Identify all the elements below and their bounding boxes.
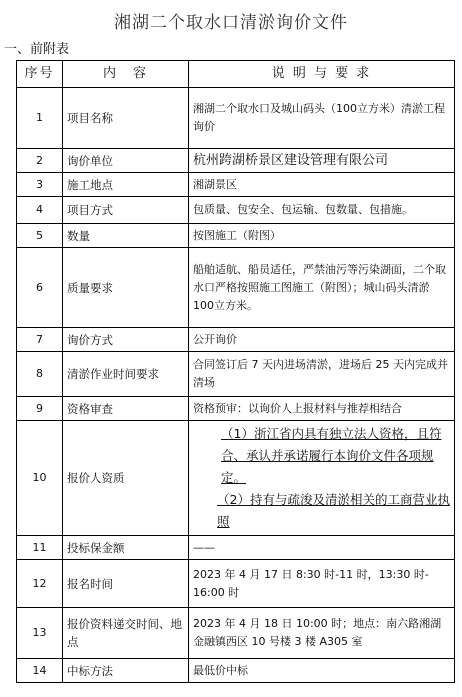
row-desc: 湘湖景区	[189, 173, 455, 197]
header-desc: 说 明 与 要 求	[189, 61, 455, 88]
row-item: 中标方法	[63, 659, 189, 683]
section-heading: 一、前附表	[4, 42, 70, 57]
header-content: 内 容	[63, 61, 189, 88]
row-item: 清淤作业时间要求	[63, 352, 189, 397]
row-no: 13	[17, 608, 63, 659]
row-item: 质量要求	[63, 248, 189, 328]
row-desc: 船舶适航、船员适任，严禁油污等污染湖面，二个取水口严格按照施工图施工（附图）；城山码头清淤 100立方米。	[189, 248, 455, 328]
row-no: 8	[17, 352, 63, 397]
table-row	[17, 560, 455, 608]
row-desc: 按图施工（附图）	[189, 224, 455, 248]
qualification-1: （1）浙江省内具有独立法人资格，且符合、承认并承诺履行本询价文件各项规定。	[221, 426, 442, 485]
row-item: 数量	[63, 224, 189, 248]
table-row	[17, 248, 455, 328]
row-desc: 2023 年 4 月 18 日 10:00 时；地点：南六路湘湖金融镇西区 10 号楼 3 楼 A305 室	[189, 608, 455, 659]
row-desc: 包质量、包安全、包运输、包数量、包措施。	[189, 197, 455, 224]
requirements-table	[16, 60, 455, 683]
row-desc: 合同签订后 7 天内进场清淤，进场后 25 天内完成并清场	[189, 352, 455, 397]
row-desc: 杭州跨湖桥景区建设管理有限公司	[189, 149, 455, 173]
row-desc: 公开询价	[189, 328, 455, 352]
row-desc: 资格预审：以询价人上报材料与推荐相结合	[189, 397, 455, 421]
row-no: 11	[17, 536, 63, 560]
table-row	[17, 88, 455, 149]
row-item: 询价单位	[63, 149, 189, 173]
row-item: 询价方式	[63, 328, 189, 352]
row-item: 项目名称	[63, 88, 189, 149]
row-no: 3	[17, 173, 63, 197]
row-desc: 湘湖二个取水口及城山码头（100立方米）清淤工程询价	[189, 88, 455, 149]
row-no: 5	[17, 224, 63, 248]
row-item: 投标保金额	[63, 536, 189, 560]
row-no: 2	[17, 149, 63, 173]
table-row	[17, 328, 455, 352]
row-no: 10	[17, 421, 63, 536]
table-row	[17, 421, 455, 536]
table-header-row	[17, 61, 455, 88]
table-row	[17, 536, 455, 560]
table-row	[17, 608, 455, 659]
row-no: 14	[17, 659, 63, 683]
document-title: 湘湖二个取水口清淤询价文件	[114, 13, 348, 33]
row-no: 9	[17, 397, 63, 421]
header-no: 序号	[17, 61, 63, 88]
row-desc: ——	[189, 536, 455, 560]
table-row	[17, 352, 455, 397]
table-row	[17, 224, 455, 248]
row-item: 报价人资质	[63, 421, 189, 536]
row-desc: 最低价中标	[189, 659, 455, 683]
row-desc: 2023 年 4 月 17 日 8:30 时-11 时，13:30 时- 16:00 时	[189, 560, 455, 608]
table-row	[17, 397, 455, 421]
qualification-2: （2）持有与疏浚及清淤相关的工商营业执照	[217, 492, 450, 529]
table-row	[17, 149, 455, 173]
row-no: 6	[17, 248, 63, 328]
row-no: 1	[17, 88, 63, 149]
row-item: 施工地点	[63, 173, 189, 197]
row-item: 报名时间	[63, 560, 189, 608]
row-item: 资格审查	[63, 397, 189, 421]
row-item: 项目方式	[63, 197, 189, 224]
row-item: 报价资料递交时间、地点	[63, 608, 189, 659]
table-row	[17, 659, 455, 683]
row-no: 4	[17, 197, 63, 224]
row-no: 7	[17, 328, 63, 352]
table-row	[17, 197, 455, 224]
row-desc	[189, 421, 455, 536]
row-no: 12	[17, 560, 63, 608]
table-row	[17, 173, 455, 197]
